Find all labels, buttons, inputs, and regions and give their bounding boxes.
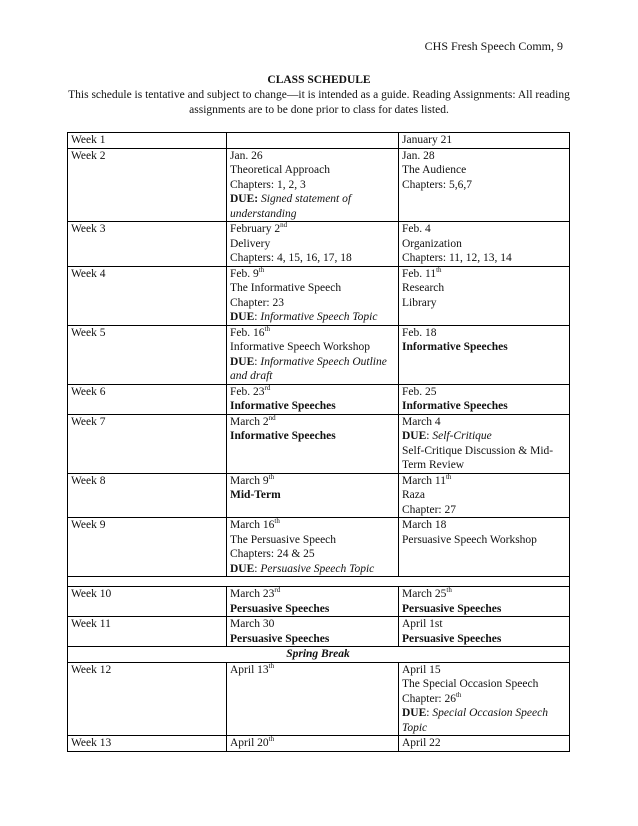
table-row [68,266,570,325]
cell-line [402,663,565,678]
bold-text: DUE [402,430,427,442]
cell-line [230,429,394,444]
table-row [68,577,570,587]
document-subtitle: This schedule is tentative and subject to change—it is intended as a guide. Reading Assignments: All reading assignments are to be done prior to class for dates listed. [68,89,570,116]
text: Chapters: 4, 15, 16, 17, 18 [230,252,352,264]
cell-line [402,267,565,282]
text: : [254,311,261,323]
text: Research [402,282,445,294]
italic-text: Special Occasion Speech Topic [402,707,548,734]
cell-line [402,222,565,237]
text: March 2 [230,415,269,428]
title-block [60,73,578,118]
bold-text: Mid-Term [230,489,281,501]
day1-cell [227,222,399,267]
ordinal-suffix: th [274,517,280,526]
text: Library [402,296,437,309]
text: March 4 [402,415,441,428]
cell-line [230,163,394,178]
cell-line [230,222,394,237]
text: : [254,562,261,575]
cell-line [402,533,565,548]
cell-line [402,518,565,533]
cell-line [230,736,394,751]
italic-text: Persuasive Speech Topic [260,562,375,575]
schedule-table [67,132,570,752]
cell-line [230,562,394,577]
italic-text: Informative Speech Outline and draft [230,355,387,382]
cell-line [230,340,394,355]
text: Feb. 23 [230,385,265,398]
text: : [426,430,433,442]
text: The Persuasive Speech [230,533,337,546]
cell-line [402,251,565,266]
bold-text: Informative Speeches [230,400,336,412]
day2-cell [399,518,570,577]
cell-line [230,149,394,164]
table-row [68,384,570,414]
day2-cell [399,414,570,473]
day1-cell [227,148,399,222]
text: March 11 [402,474,446,487]
text: April 1st [402,618,443,630]
table-row [68,518,570,577]
bold-text: Persuasive Speeches [230,602,330,615]
cell-line [230,310,394,325]
cell-line [230,399,394,414]
day1-cell [227,587,399,617]
text: Chapters: 1, 2, 3 [230,178,306,191]
cell-line [230,488,394,503]
text: March 18 [402,519,447,531]
bold-text: DUE: [230,193,259,205]
text: Chapters: 5,6,7 [402,178,472,191]
day2-cell [399,266,570,325]
ordinal-suffix: th [268,661,275,670]
text: April 22 [402,737,441,749]
cell-line [230,663,394,678]
cell-line [402,415,565,430]
cell-line [402,677,565,692]
text: April 15 [402,663,441,676]
cell-line [402,163,565,178]
ordinal-suffix: th [446,586,452,595]
table-row [68,133,570,149]
ordinal-suffix: th [268,735,275,744]
day1-cell [227,384,399,414]
text: April 13 [230,663,269,676]
text: April 20 [230,737,269,749]
week-cell: Week 9 [68,518,227,577]
text: Feb. 9 [230,267,259,280]
day2-cell [399,617,570,647]
text: Chapter: 27 [402,503,456,516]
ordinal-suffix: nd [268,413,276,422]
cell-line [402,706,565,735]
table-row [68,647,570,663]
schedule-body [68,133,570,752]
text: Feb. 4 [402,223,431,235]
text: Self-Critique Discussion & Mid-Term Review [402,444,554,471]
text: January 21 [402,134,453,146]
italic-text: Signed statement of understanding [230,193,352,220]
week-cell: Week 2 [68,148,227,222]
text: Feb. 18 [402,326,437,339]
text: March 30 [230,618,275,630]
table-row [68,473,570,518]
week-cell: Week 10 [68,587,227,617]
cell-line [402,237,565,252]
text: Chapter: 26 [402,692,456,705]
page-header: CHS Fresh Speech Comm, 9 [424,39,563,53]
cell-line [402,602,565,617]
table-row [68,736,570,752]
cell-line [230,415,394,430]
text: Chapters: 24 & 25 [230,548,315,560]
cell-line [230,632,394,647]
italic-text: Self-Critique [432,430,492,442]
text: Delivery [230,237,271,250]
text: Organization [402,237,462,250]
bold-text: DUE [230,562,255,575]
day2-cell [399,325,570,384]
day1-cell [227,617,399,647]
text: March 16 [230,519,275,531]
cell-line [230,547,394,562]
day2-cell [399,662,570,736]
table-row [68,148,570,222]
ordinal-suffix: th [258,265,265,274]
italic-text: Informative Speech Topic [260,311,378,323]
cell-line [402,340,565,355]
day1-cell [227,266,399,325]
ordinal-suffix: th [445,472,452,481]
table-row [68,617,570,647]
cell-line [230,281,394,296]
text: Feb. 25 [402,385,437,398]
text: The Informative Speech [230,282,342,294]
text: Chapter: 23 [230,296,284,309]
cell-line [230,474,394,489]
cell-line [402,149,565,164]
day2-cell [399,133,570,149]
bold-text: Informative Speeches [402,341,508,353]
day1-cell [227,662,399,736]
week-cell: Week 6 [68,384,227,414]
text: February 2 [230,223,281,235]
text: Jan. 26 [230,149,263,162]
cell-line [402,281,565,296]
ordinal-suffix: nd [280,221,288,230]
cell-line [230,237,394,252]
spacer-cell [68,577,570,587]
cell-line [402,503,565,518]
table-row [68,587,570,617]
week-cell: Week 13 [68,736,227,752]
week-cell: Week 8 [68,473,227,518]
cell-line [230,178,394,193]
text: The Special Occasion Speech [402,678,539,690]
day2-cell [399,222,570,267]
text: : [426,707,433,719]
ordinal-suffix: rd [264,383,271,392]
week-cell: Week 7 [68,414,227,473]
table-row [68,222,570,267]
cell-line [230,355,394,384]
cell-line [402,385,565,400]
text: Raza [402,489,425,501]
spring-break-banner: Spring Break [68,647,570,663]
ordinal-suffix: th [455,690,462,699]
text: March 23 [230,588,275,600]
table-row [68,662,570,736]
bold-text: Informative Speeches [230,430,336,442]
day1-cell [227,473,399,518]
week-cell: Week 12 [68,662,227,736]
week-cell: Week 4 [68,266,227,325]
day1-cell [227,518,399,577]
cell-line [230,296,394,311]
cell-line [402,632,565,647]
cell-line [402,296,565,311]
week-cell: Week 11 [68,617,227,647]
bold-text: Persuasive Speeches [230,632,330,645]
cell-line [230,251,394,266]
cell-line [402,178,565,193]
day2-cell [399,473,570,518]
cell-line [402,429,565,444]
week-cell: Week 1 [68,133,227,149]
text: Feb. 11 [402,267,437,280]
text: Informative Speech Workshop [230,341,371,353]
text: Persuasive Speech Workshop [402,533,537,546]
week-cell: Week 5 [68,325,227,384]
ordinal-suffix: th [264,324,270,333]
ordinal-suffix: th [436,265,442,274]
cell-line [402,587,565,602]
text: : [254,355,261,368]
cell-line [230,617,394,632]
cell-line [402,692,565,707]
cell-line [230,326,394,341]
day1-cell [227,736,399,752]
table-row [68,414,570,473]
bold-text: DUE [230,355,255,368]
day2-cell [399,148,570,222]
text: The Audience [402,164,467,176]
cell-line [230,267,394,282]
ordinal-suffix: th [268,472,275,481]
day2-cell [399,384,570,414]
document-title: CLASS SCHEDULE [267,74,371,86]
text: Theoretical Approach [230,164,330,176]
cell-line [402,488,565,503]
cell-line [402,399,565,414]
bold-text: Persuasive Speeches [402,602,502,615]
cell-line [230,192,394,221]
cell-line [230,602,394,617]
cell-line [230,385,394,400]
bold-text: Informative Speeches [402,400,508,412]
bold-text: DUE [402,707,427,719]
text: Chapters: 11, 12, 13, 14 [402,252,512,264]
table-row [68,325,570,384]
day2-cell [399,736,570,752]
ordinal-suffix: rd [274,586,281,595]
text: Feb. 16 [230,326,265,339]
cell-line [230,533,394,548]
cell-line [230,518,394,533]
day1-cell [227,325,399,384]
cell-line [402,617,565,632]
text: March 25 [402,588,447,600]
bold-text: Persuasive Speeches [402,632,502,645]
cell-line [402,326,565,341]
cell-line [402,736,565,751]
cell-line [402,444,565,473]
cell-line [402,474,565,489]
bold-text: DUE [230,311,255,323]
day1-cell [227,133,399,149]
cell-line [402,133,565,148]
week-cell: Week 3 [68,222,227,267]
text: March 9 [230,474,269,487]
day1-cell [227,414,399,473]
cell-line [230,587,394,602]
text: Jan. 28 [402,149,435,162]
day2-cell [399,587,570,617]
